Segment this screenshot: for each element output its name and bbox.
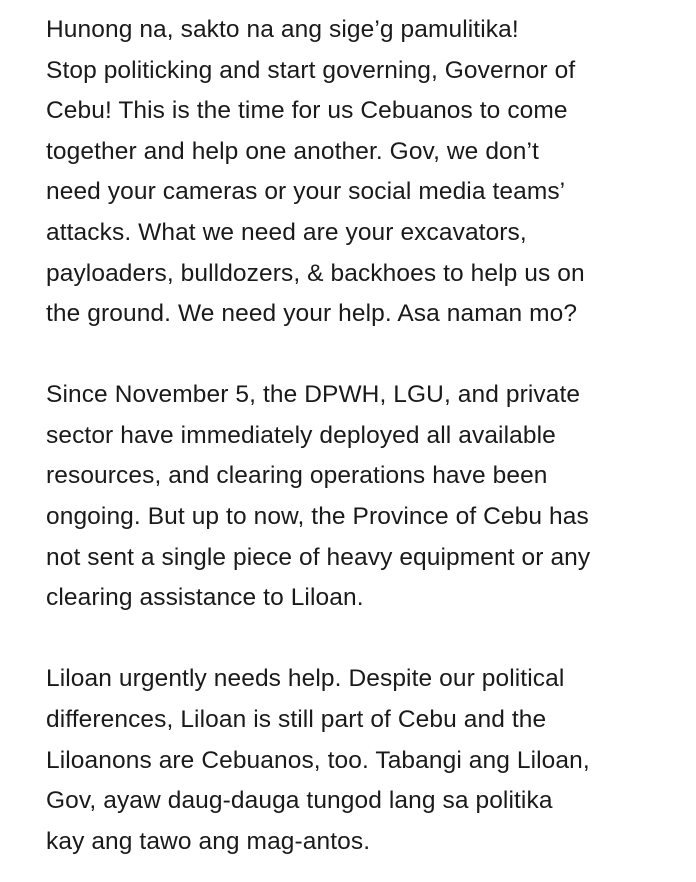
paragraph-line: Liloan urgently needs help. Despite our political [46, 665, 565, 693]
paragraph-line: differences, Liloan is still part of Cebu and the [46, 705, 547, 733]
paragraph-line: Hunong na, sakto na ang sige’g pamulitika! [46, 16, 519, 43]
paragraph-line: Stop politicking and start governing, Governor of [46, 56, 576, 84]
note-document [46, 10, 656, 862]
paragraph-line: the ground. We need your help. Asa naman mo? [46, 300, 578, 328]
paragraph-line: Since November 5, the DPWH, LGU, and private [46, 381, 581, 409]
paragraph-line: sector have immediately deployed all available [46, 421, 556, 449]
paragraph-1 [46, 10, 656, 335]
paragraph-2 [46, 375, 656, 619]
paragraph-line: attacks. What we need are your excavators, [46, 218, 527, 246]
paragraph-line: clearing assistance to Liloan. [46, 584, 364, 612]
paragraph-3 [46, 659, 656, 862]
paragraph-line: together and help one another. Gov, we don’t [46, 137, 539, 165]
paragraph-line: need your cameras or your social media teams’ [46, 178, 566, 206]
paragraph-line: ongoing. But up to now, the Province of Cebu has [46, 503, 589, 531]
paragraph-line: Gov, ayaw daug-dauga tungod lang sa politika [46, 787, 553, 815]
paragraph-line: Cebu! This is the time for us Cebuanos to come [46, 97, 568, 125]
paragraph-line: resources, and clearing operations have been [46, 462, 548, 490]
paragraph-line: kay ang tawo ang mag-antos. [46, 827, 371, 855]
paragraph-line: Liloanons are Cebuanos, too. Tabangi ang Liloan, [46, 746, 590, 774]
paragraph-line: not sent a single piece of heavy equipment or any [46, 543, 591, 571]
paragraph-line: payloaders, bulldozers, & backhoes to help us on [46, 259, 585, 287]
